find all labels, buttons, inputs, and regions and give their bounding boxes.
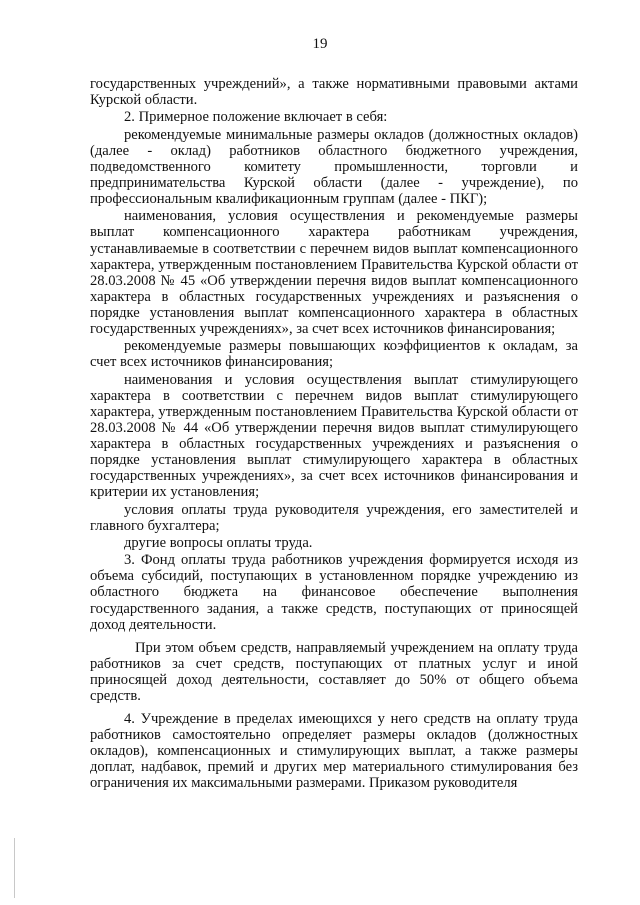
- paragraph-item-2: 2. Примерное положение включает в себя:: [124, 109, 388, 126]
- paragraph-management-pay: условия оплаты труда руководителя учреждения, его заместителей и главного бухгалтера;: [90, 501, 578, 534]
- paragraph-coefficients: рекомендуемые размеры повышающих коэффициентов к окладам, за счет всех источников финансирования;: [90, 338, 578, 371]
- paragraph-compensation: наименования, условия осуществления и рекомендуемые размеры выплат компенсационного характера работникам учреждения, устанавливаемые в соответствии с перечнем видов выплат компенсационного характера, утвержденным постановлением Правительства Курской области от 28.03.2008 № 45 «Об утверждении перечня видов выплат компенсационного характера в областных государственных учреждениях и разъяснения о порядке установления выплат компенсационного характера в областных государственных учреждениях», за счет всех источников финансирования;: [90, 208, 578, 337]
- paragraph-continuation: государственных учреждений», а также нормативными правовыми актами Курской области.: [90, 76, 578, 109]
- document-body: [90, 76, 578, 793]
- paragraph-salaries: рекомендуемые минимальные размеры окладов (должностных окладов) (далее - оклад) работников областного бюджетного учреждения, подведомственного комитету промышленности, торговли и предпринимательства Курской области (далее - учреждение), по профессиональным квалификационным группам (далее - ПКГ);: [90, 126, 578, 208]
- paragraph-other-questions: другие вопросы оплаты труда.: [124, 534, 313, 551]
- paragraph-item-3: 3. Фонд оплаты труда работников учреждения формируется исходя из объема субсидий, поступающих в установленном порядке учреждению из областного бюджета на финансовое обеспечение выполнения государственного задания, а также средств, поступающих от приносящей доход деятельности.: [90, 552, 578, 633]
- paragraph-incentives: наименования и условия осуществления выплат стимулирующего характера в соответствии с перечнем видов выплат стимулирующего характера, утвержденным постановлением Правительства Курской области от 28.03.2008 № 44 «Об утверждении перечня видов выплат стимулирующего характера в областных государственных учреждениях и разъяснения о порядке установления выплат стимулирующего характера в областных государственных учреждениях», за счет всех источников финансирования и критерии их установления;: [90, 371, 578, 501]
- paragraph-funds-share: При этом объем средств, направляемый учреждением на оплату труда работников за счет средств, поступающих от платных услуг и иной приносящей доход деятельности, составляет до 50% от общего объема средств.: [90, 639, 578, 704]
- paragraph-item-4: 4. Учреждение в пределах имеющихся у него средств на оплату труда работников самостоятельно определяет размеры окладов (должностных окладов), компенсационных и стимулирующих выплат, а также размеры доплат, надбавок, премий и других мер материального стимулирования без ограничения их максимальными размерами. Приказом руководителя: [90, 711, 578, 792]
- page-number: 19: [312, 36, 328, 52]
- scan-edge-mark: [14, 838, 15, 898]
